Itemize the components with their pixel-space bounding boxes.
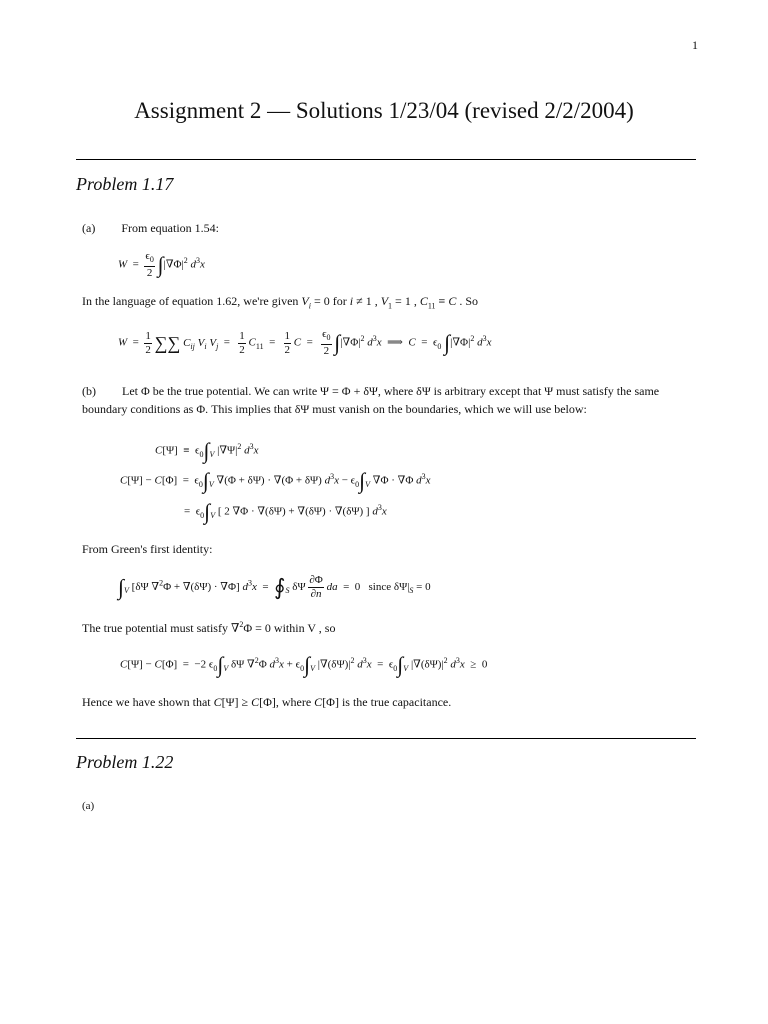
part-b-line: boundary conditions as Φ. This implies that δΨ must vanish on the boundaries, which we will use below:	[82, 402, 587, 416]
language-line: In the language of equation 1.62, we're given $V_i = 0$ for i ≠ 1 , $V_1 = 1$ , $C_{11} \equiv C$ . So	[82, 294, 479, 311]
equation-greens: $\int_V$ [δΨ ∇$^2$Φ + ∇(δΨ) · ∇Φ] $d^3x$ = $∮_S$ δΨ $\frac{\partial\Phi}{\partial n}$ da = 0 since $\delta\Psi|_S = 0$	[118, 574, 431, 600]
page-number: 1	[692, 38, 698, 52]
part-label: (b)	[82, 384, 96, 398]
equation-difference: $C[\Psi] - C[\Phi] = \epsilon_0\int_V$ ∇(Φ + δΨ) · ∇(Φ + δΨ) $d^3x - \epsilon_0\int_V$ ∇Φ · ∇Φ $d^3x$	[120, 468, 431, 494]
equation-energy: W = $\frac{\epsilon_0}{2}$ $\int|\nabla\Phi|^2$ $d^3x$	[118, 250, 205, 280]
section-divider	[76, 159, 696, 160]
greens-text: From Green's first identity:	[82, 542, 213, 556]
part-label: (a)	[82, 800, 95, 812]
true-potential-line: The true potential must satisfy ∇$^2$Φ = 0 within V , so	[82, 620, 336, 635]
conclusion-text-end: is the true capacitance.	[341, 695, 452, 709]
true-potential-text: The true potential must satisfy	[82, 621, 228, 635]
language-text: In the language of equation 1.62, we're given	[82, 294, 299, 308]
problem-heading: Problem 1.22	[76, 752, 174, 772]
part-b-line: Let Φ be the true potential. We can write Ψ = Φ + δΨ, where δΨ is arbitrary except that Ψ must satisfy the same	[122, 384, 660, 398]
true-potential-text-end: within V , so	[273, 621, 336, 635]
equation-functional: $C[\Psi] \equiv \epsilon_0\int_V$ $|\nabla\Psi|^2$ $d^3x$	[155, 438, 259, 464]
language-text-end: So	[465, 294, 479, 308]
page-title: Assignment 2 — Solutions 1/23/04 (revised 2/2/2004)	[134, 98, 634, 123]
conclusion-line: Hence we have shown that C[Ψ] ≥ C[Φ], where C[Φ] is the true capacitance.	[82, 695, 452, 709]
equation-capacitance: W = $\frac{1}{2}$ ∑∑ $C_{ij}$ $V_i$ $V_j$ = $\frac{1}{2}$ $C_{11}$ = $\frac{1}{2}$ C = $\frac{\epsilon_0}{2}$ $\int|\nabla\Phi|^2$ $d^3x$ ⟹ $C = \epsilon_0$ $\int|\nabla\Phi|^2$ $d^3x$	[118, 328, 492, 358]
section-divider	[76, 738, 696, 739]
problem-heading: Problem 1.17	[76, 174, 174, 194]
equation-inequality: C[Ψ] − C[Φ] = −2 $\epsilon_0\int_V$ δΨ ∇$^2$Φ $d^3x + \epsilon_0\int_V$ $|\nabla(\delta\Psi)|^2$ $d^3x = \epsilon_0\int_V$ $|\nabla(\delta\Psi)|^2$ $d^3x \ge 0$	[120, 652, 488, 678]
part-b-paragraph	[82, 382, 702, 418]
equation-expansion: = $\epsilon_0\int_V$ [ 2 ∇Φ · ∇(δΨ) + ∇(δΨ) · ∇(δΨ) ] $d^3x$	[184, 499, 387, 525]
part-a-text: From equation 1.54:	[121, 221, 219, 235]
since-text: since	[368, 581, 392, 594]
part-a-line	[82, 219, 702, 237]
conclusion-text: Hence we have shown that	[82, 695, 211, 709]
part-label: (a)	[82, 221, 96, 235]
